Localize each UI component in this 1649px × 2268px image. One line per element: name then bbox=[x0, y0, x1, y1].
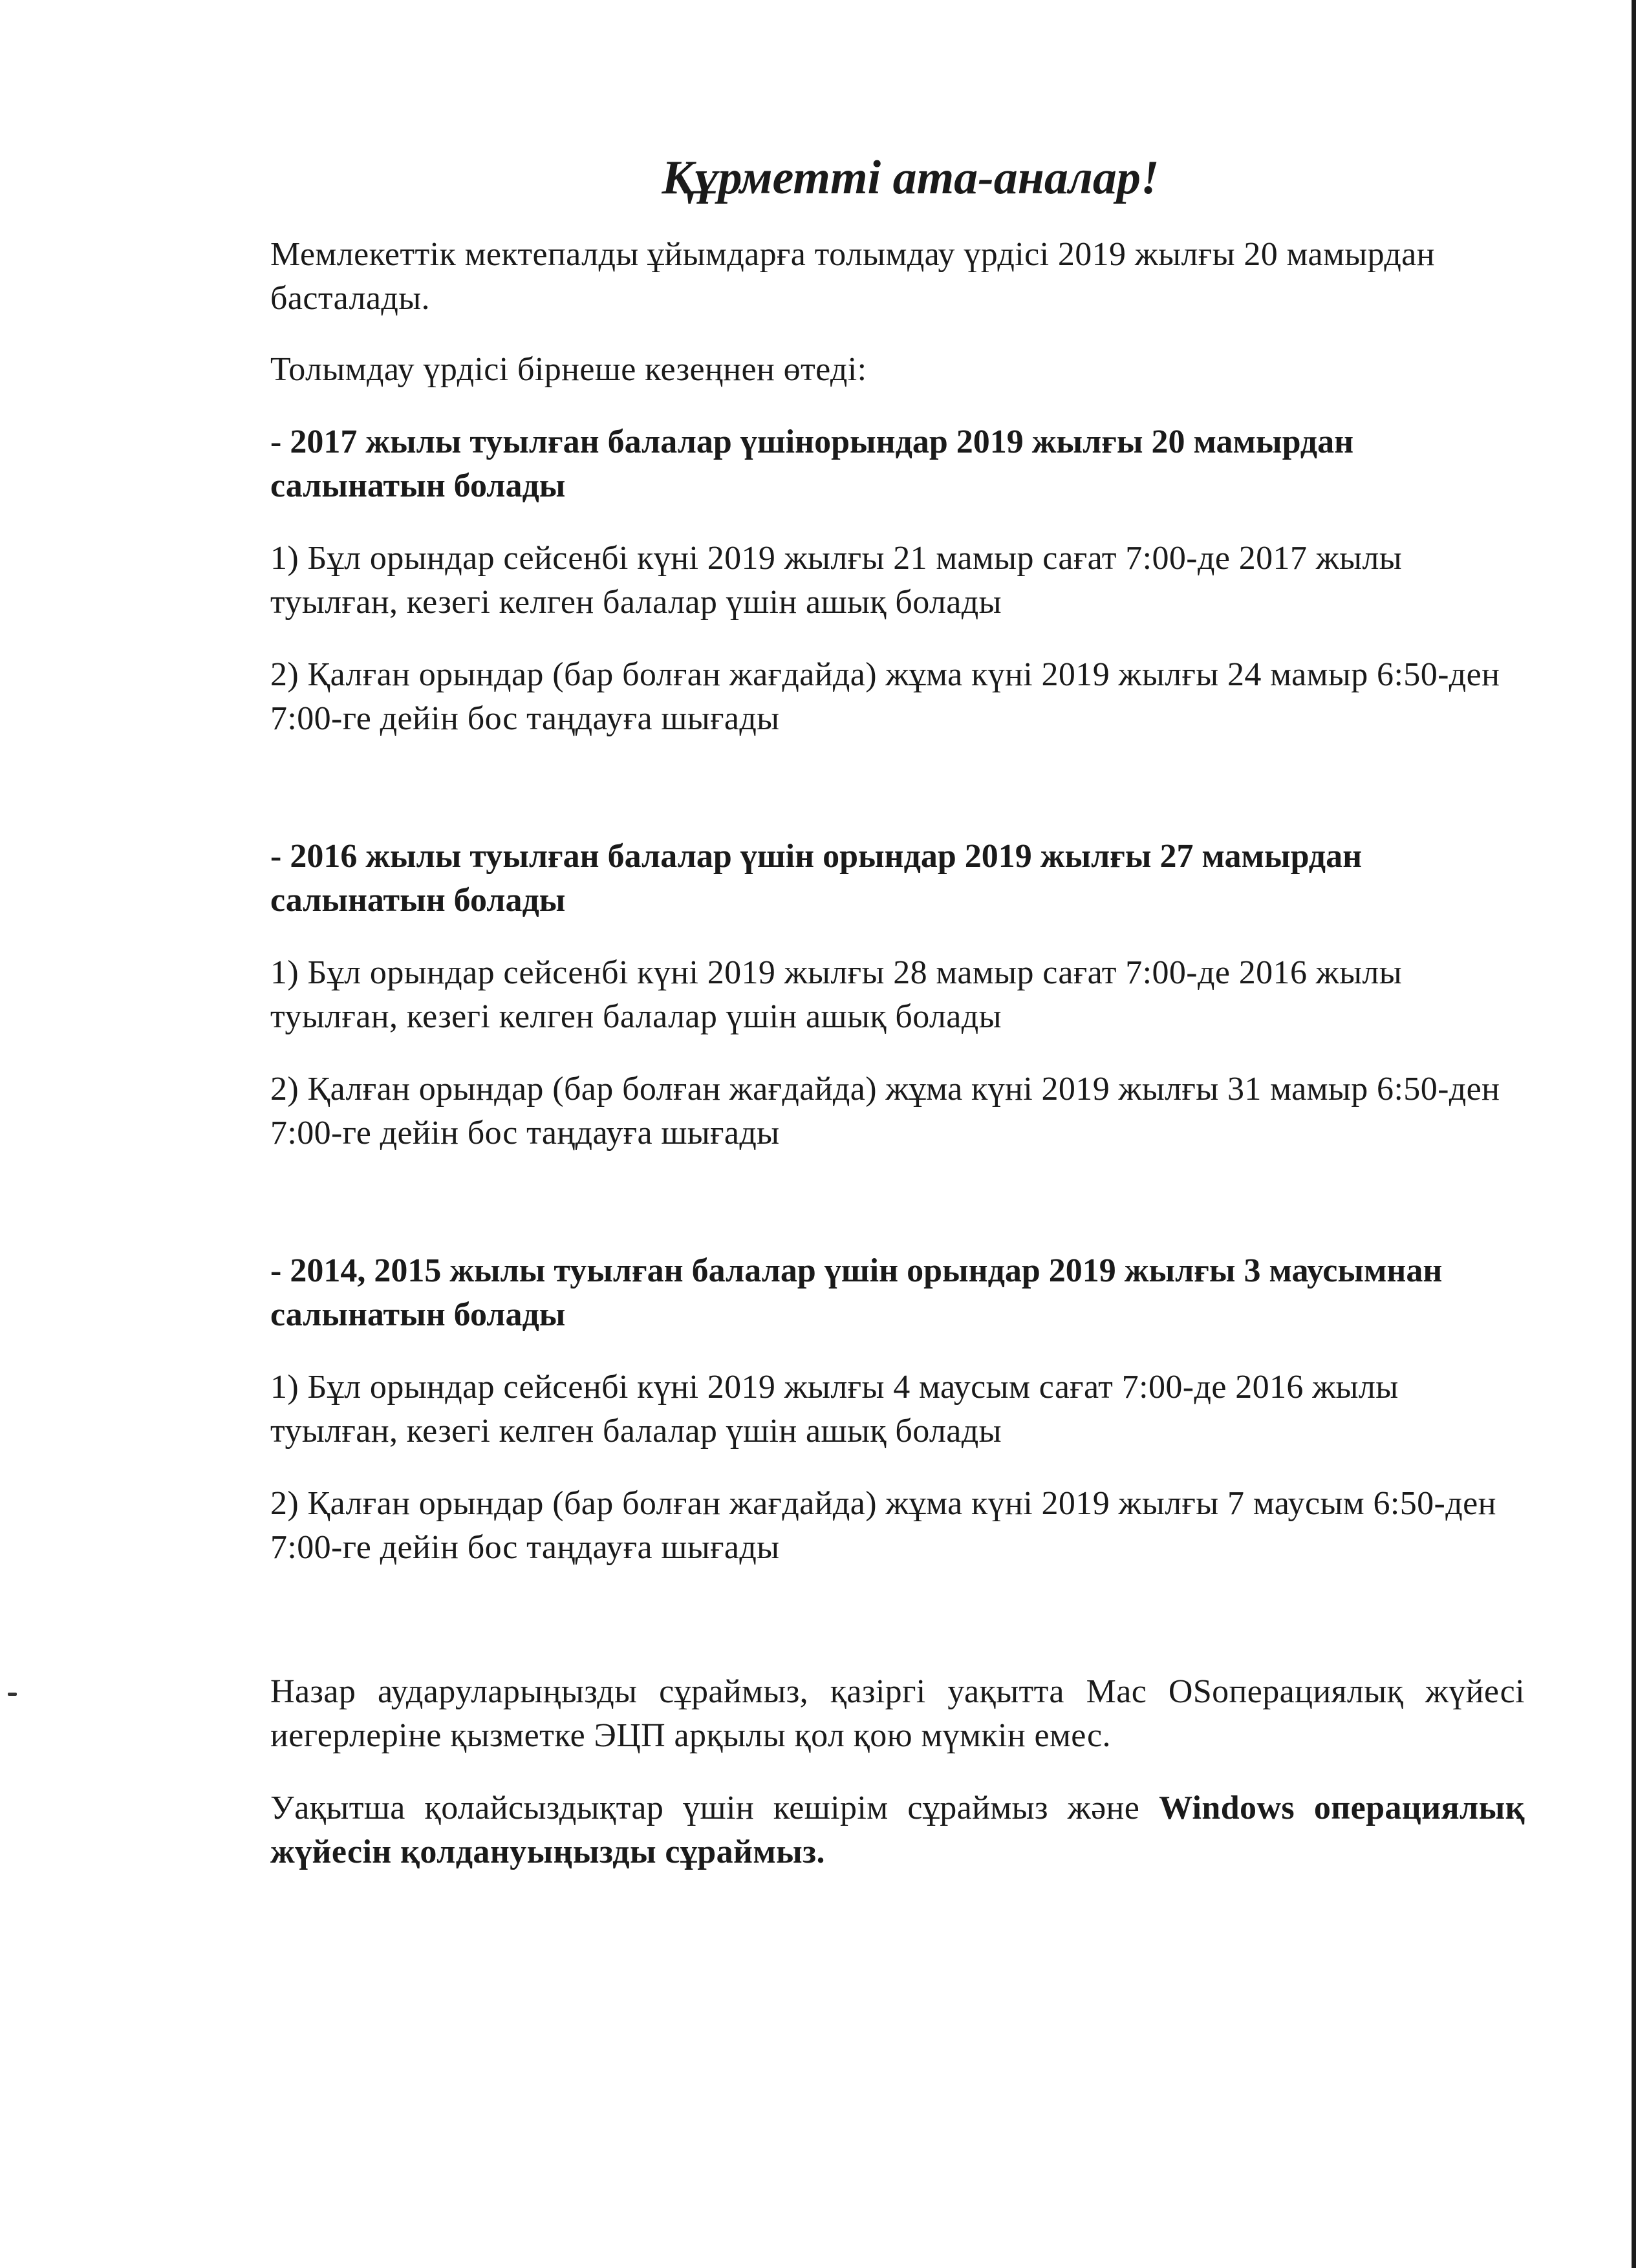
apology-paragraph bbox=[270, 1786, 1525, 1874]
section-2016-heading: - 2016 жылы туылған балалар үшін орындар 2019 жылғы 27 мамырдан салынатын болады bbox=[270, 838, 1363, 919]
section-2017-item-2: 2) Қалған орындар (бар болған жағдайда) жұма күні 2019 жылғы 24 мамыр 6:50-ден 7:00-ге дейін бос таңдауға шығады bbox=[270, 656, 1500, 737]
section-2016-item-1: 1) Бұл орындар сейсенбі күні 2019 жылғы 28 мамыр сағат 7:00-де 2016 жылы туылған, кезегі келген балалар үшін ашық болады bbox=[270, 954, 1403, 1035]
section-2014-2015-item-2: 2) Қалған орындар (бар болған жағдайда) жұма күні 2019 жылғы 7 маусым 6:50-ден 7:00-ге дейін бос таңдауға шығады bbox=[270, 1485, 1496, 1566]
apology-text: Уақытша қолайсыздықтар үшін кешірім сұраймыз және bbox=[270, 1790, 1159, 1826]
document-content bbox=[270, 149, 1525, 1874]
scan-edge-line bbox=[1632, 0, 1636, 2268]
section-2017-item-1: 1) Бұл орындар сейсенбі күні 2019 жылғы 21 мамыр сағат 7:00-де 2017 жылы туылған, кезегі келген балалар үшін ашық болады bbox=[270, 540, 1403, 621]
section-2014-2015-item-1: 1) Бұл орындар сейсенбі күні 2019 жылғы 4 маусым сағат 7:00-де 2016 жылы туылған, кезегі келген балалар үшін ашық болады bbox=[270, 1369, 1399, 1450]
scan-speck-mark bbox=[8, 1693, 17, 1696]
section-2016-item-2: 2) Қалған орындар (бар болған жағдайда) жұма күні 2019 жылғы 31 мамыр 6:50-ден 7:00-ге дейін бос таңдауға шығады bbox=[270, 1071, 1500, 1151]
stages-intro-paragraph: Толымдау үрдісі бірнеше кезеңнен өтеді: bbox=[270, 351, 867, 388]
intro-paragraph: Мемлекеттік мектепалды ұйымдарға толымдау үрдісі 2019 жылғы 20 мамырдан басталады. bbox=[270, 236, 1435, 317]
mac-os-notice-paragraph: Назар аударуларыңызды сұраймыз, қазіргі уақытта Mac OSоперациялық жүйесі иегерлеріне қызметке ЭЦП арқылы қол қою мүмкін емес. bbox=[270, 1673, 1525, 1754]
section-2014-2015-heading: - 2014, 2015 жылы туылған балалар үшін орындар 2019 жылғы 3 маусымнан салынатын болады bbox=[270, 1252, 1443, 1333]
windows-recommendation-text: Windows операциялық жүйесін қолдануыңызды сұраймыз. bbox=[270, 1790, 1525, 1870]
document-title: Құрметті ата-аналар! bbox=[662, 151, 1159, 204]
section-2017-heading: - 2017 жылы туылған балалар үшінорындар 2019 жылғы 20 мамырдан салынатын болады bbox=[270, 423, 1354, 504]
